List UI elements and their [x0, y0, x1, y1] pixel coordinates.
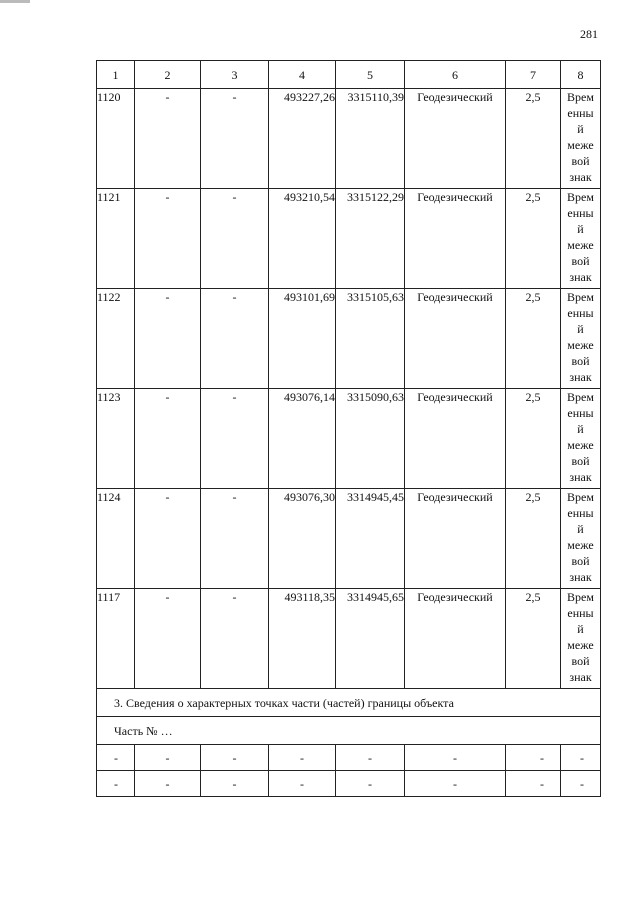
marker-description-cell: [561, 489, 601, 589]
part-label-row: [97, 717, 601, 745]
marker-description-line: й: [577, 422, 584, 436]
empty-cell: -: [561, 745, 601, 771]
x-coordinate-cell: 493118,35: [269, 589, 336, 689]
marker-description-line: й: [577, 322, 584, 336]
y-coordinate-cell: 3315122,29: [336, 189, 405, 289]
dash-cell: -: [201, 489, 269, 589]
marker-description-line: меже: [567, 538, 594, 552]
boundary-points-table: [96, 60, 601, 797]
marker-description-line: меже: [567, 138, 594, 152]
x-coordinate-cell: 493076,30: [269, 489, 336, 589]
marker-description-line: вой: [571, 354, 590, 368]
method-cell: Геодезический: [405, 189, 506, 289]
marker-description-line: енны: [567, 406, 594, 420]
empty-cell: -: [269, 771, 336, 797]
column-header: 7: [506, 61, 561, 89]
method-cell: Геодезический: [405, 589, 506, 689]
dash-cell: -: [135, 489, 201, 589]
marker-description-cell: [561, 289, 601, 389]
x-coordinate-cell: 493210,54: [269, 189, 336, 289]
x-coordinate-cell: 493227,26: [269, 89, 336, 189]
marker-description-line: меже: [567, 338, 594, 352]
column-header: 8: [561, 61, 601, 89]
y-coordinate-cell: 3314945,65: [336, 589, 405, 689]
marker-description-line: знак: [569, 270, 592, 284]
dash-cell: -: [135, 89, 201, 189]
marker-description-cell: [561, 589, 601, 689]
empty-cell: -: [405, 745, 506, 771]
accuracy-cell: 2,5: [506, 389, 561, 489]
marker-description-line: меже: [567, 238, 594, 252]
y-coordinate-cell: 3314945,45: [336, 489, 405, 589]
marker-description-cell: [561, 189, 601, 289]
y-coordinate-cell: 3315110,39: [336, 89, 405, 189]
empty-cell: -: [201, 745, 269, 771]
empty-cell: -: [135, 745, 201, 771]
marker-description-line: вой: [571, 154, 590, 168]
method-cell: Геодезический: [405, 289, 506, 389]
column-header: 2: [135, 61, 201, 89]
dash-cell: -: [135, 289, 201, 389]
marker-description-cell: [561, 389, 601, 489]
marker-description-line: Врем: [567, 90, 594, 104]
section-title-row: [97, 689, 601, 717]
column-header: 5: [336, 61, 405, 89]
accuracy-cell: 2,5: [506, 289, 561, 389]
marker-description-line: вой: [571, 554, 590, 568]
marker-description-line: меже: [567, 638, 594, 652]
column-number-row: [97, 61, 601, 89]
dash-cell: -: [201, 589, 269, 689]
method-cell: Геодезический: [405, 489, 506, 589]
point-number-cell: 1122: [97, 289, 135, 389]
table-row: [97, 389, 601, 489]
table-row: [97, 489, 601, 589]
column-header: 6: [405, 61, 506, 89]
empty-cell: -: [97, 771, 135, 797]
x-coordinate-cell: 493076,14: [269, 389, 336, 489]
marker-description-line: й: [577, 522, 584, 536]
marker-description-line: знак: [569, 570, 592, 584]
dash-cell: -: [201, 289, 269, 389]
section-title: 3. Сведения о характерных точках части (частей) границы объекта: [97, 689, 601, 717]
empty-cell: -: [97, 745, 135, 771]
column-header: 3: [201, 61, 269, 89]
table-row: [97, 589, 601, 689]
y-coordinate-cell: 3315105,63: [336, 289, 405, 389]
accuracy-cell: 2,5: [506, 89, 561, 189]
dash-cell: -: [135, 589, 201, 689]
point-number-cell: 1121: [97, 189, 135, 289]
table-body: [97, 61, 601, 797]
marker-description-line: знак: [569, 470, 592, 484]
marker-description-line: енны: [567, 106, 594, 120]
table-row: [97, 89, 601, 189]
marker-description-line: й: [577, 222, 584, 236]
marker-description-line: знак: [569, 370, 592, 384]
marker-description-line: Врем: [567, 190, 594, 204]
column-header: 1: [97, 61, 135, 89]
empty-cell: -: [269, 745, 336, 771]
dash-cell: -: [201, 389, 269, 489]
marker-description-line: енны: [567, 506, 594, 520]
marker-description-line: знак: [569, 670, 592, 684]
page-number: 281: [580, 27, 598, 41]
dash-cell: -: [135, 389, 201, 489]
dash-cell: -: [135, 189, 201, 289]
marker-description-line: енны: [567, 206, 594, 220]
scan-edge-mark: [0, 0, 30, 3]
marker-description-line: Врем: [567, 390, 594, 404]
marker-description-line: й: [577, 622, 584, 636]
table-row: [97, 189, 601, 289]
marker-description-line: знак: [569, 170, 592, 184]
marker-description-line: й: [577, 122, 584, 136]
empty-cell: -: [336, 771, 405, 797]
marker-description-line: меже: [567, 438, 594, 452]
point-number-cell: 1123: [97, 389, 135, 489]
x-coordinate-cell: 493101,69: [269, 289, 336, 389]
empty-cell: -: [506, 771, 561, 797]
empty-row: [97, 771, 601, 797]
empty-cell: -: [336, 745, 405, 771]
marker-description-line: Врем: [567, 290, 594, 304]
y-coordinate-cell: 3315090,63: [336, 389, 405, 489]
marker-description-line: енны: [567, 606, 594, 620]
point-number-cell: 1120: [97, 89, 135, 189]
marker-description-line: вой: [571, 654, 590, 668]
marker-description-line: Врем: [567, 590, 594, 604]
accuracy-cell: 2,5: [506, 189, 561, 289]
dash-cell: -: [201, 189, 269, 289]
column-header: 4: [269, 61, 336, 89]
point-number-cell: 1124: [97, 489, 135, 589]
accuracy-cell: 2,5: [506, 589, 561, 689]
marker-description-line: вой: [571, 454, 590, 468]
empty-cell: -: [561, 771, 601, 797]
part-label: Часть № …: [97, 717, 601, 745]
marker-description-line: Врем: [567, 490, 594, 504]
empty-row: [97, 745, 601, 771]
empty-cell: -: [405, 771, 506, 797]
table-row: [97, 289, 601, 389]
marker-description-cell: [561, 89, 601, 189]
empty-cell: -: [506, 745, 561, 771]
marker-description-line: вой: [571, 254, 590, 268]
accuracy-cell: 2,5: [506, 489, 561, 589]
method-cell: Геодезический: [405, 389, 506, 489]
empty-cell: -: [201, 771, 269, 797]
empty-cell: -: [135, 771, 201, 797]
marker-description-line: енны: [567, 306, 594, 320]
point-number-cell: 1117: [97, 589, 135, 689]
method-cell: Геодезический: [405, 89, 506, 189]
dash-cell: -: [201, 89, 269, 189]
